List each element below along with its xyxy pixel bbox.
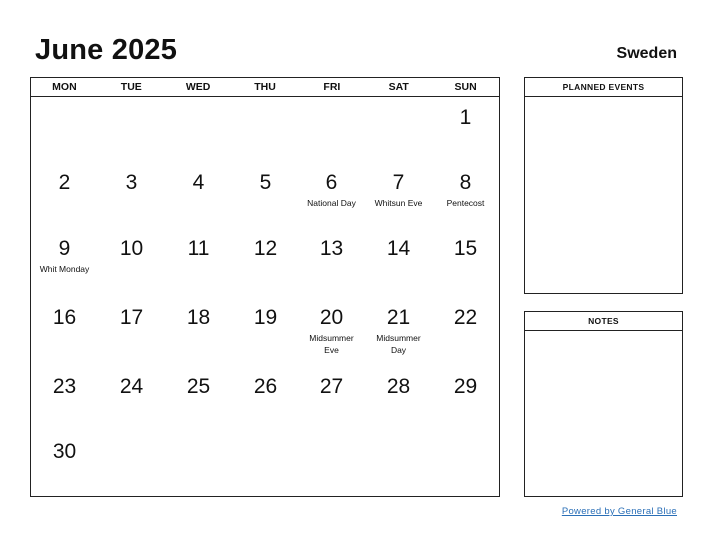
notes-title: NOTES — [525, 312, 682, 331]
day-cell — [232, 306, 299, 330]
weekday-mon: MON — [52, 81, 77, 93]
planned-events-title: PLANNED EVENTS — [525, 78, 682, 97]
weekday-tue: TUE — [120, 81, 142, 93]
day-cell — [98, 306, 165, 330]
day-number: 23 — [52, 375, 77, 398]
day-number: 19 — [253, 306, 278, 329]
day-cell — [298, 171, 365, 209]
day-number: 4 — [192, 171, 205, 194]
day-cell — [98, 375, 165, 399]
day-number: 24 — [119, 375, 144, 398]
day-cell — [432, 375, 499, 399]
day-cell — [232, 171, 299, 195]
day-number: 6 — [325, 171, 338, 194]
weekday-fri: FRI — [323, 81, 341, 93]
weekday-wed: WED — [185, 81, 211, 93]
planned-events-panel — [524, 77, 683, 294]
day-number: 14 — [386, 237, 411, 260]
day-number: 20 — [319, 306, 344, 329]
day-cell — [365, 237, 432, 261]
calendar-title: June 2025 — [35, 34, 178, 66]
day-cell — [232, 237, 299, 261]
day-cell — [432, 171, 499, 209]
day-cell — [298, 306, 365, 356]
day-cell — [31, 440, 98, 464]
day-number: 18 — [186, 306, 211, 329]
holiday-label-line: Midsummer — [309, 333, 354, 343]
weekday-thu: THU — [254, 81, 276, 93]
notes-panel — [524, 311, 683, 497]
holiday-label-line: Day — [390, 345, 407, 355]
day-number: 28 — [386, 375, 411, 398]
day-cell — [165, 375, 232, 399]
day-cell — [31, 375, 98, 399]
day-number: 29 — [453, 375, 478, 398]
day-number: 16 — [52, 306, 77, 329]
day-cell — [298, 375, 365, 399]
day-cell — [31, 171, 98, 195]
day-number: 30 — [52, 440, 77, 463]
holiday-label: Whit Monday — [39, 264, 90, 274]
holiday-label-line: Eve — [324, 345, 339, 355]
day-cell — [365, 306, 432, 356]
day-number: 27 — [319, 375, 344, 398]
day-number: 17 — [119, 306, 144, 329]
day-number: 11 — [187, 237, 210, 260]
day-cell — [98, 237, 165, 261]
day-number: 21 — [386, 306, 411, 329]
day-number: 26 — [253, 375, 278, 398]
powered-by-link[interactable]: Powered by General Blue — [561, 506, 677, 517]
day-number: 9 — [58, 237, 71, 260]
day-cell — [31, 306, 98, 330]
weekday-sat: SAT — [388, 81, 409, 93]
day-cell — [432, 306, 499, 330]
day-cell — [365, 375, 432, 399]
day-number: 25 — [186, 375, 211, 398]
holiday-label — [298, 332, 365, 356]
holiday-label: National Day — [307, 198, 356, 208]
day-number: 8 — [459, 171, 472, 194]
holiday-label-line: Midsummer — [376, 333, 421, 343]
day-cell — [165, 171, 232, 195]
day-cell — [165, 306, 232, 330]
day-number: 22 — [453, 306, 478, 329]
country-label: Sweden — [616, 45, 677, 62]
calendar-grid — [30, 77, 500, 497]
weekday-sun: SUN — [454, 81, 477, 93]
day-number: 10 — [119, 237, 144, 260]
day-number: 5 — [259, 171, 272, 194]
day-cell — [232, 375, 299, 399]
holiday-label: Pentecost — [446, 198, 485, 208]
day-cell — [365, 171, 432, 209]
day-number: 1 — [459, 106, 472, 129]
day-cell — [98, 171, 165, 195]
day-number: 15 — [453, 237, 478, 260]
day-cell — [165, 237, 232, 261]
day-number: 13 — [319, 237, 344, 260]
day-cell — [432, 106, 499, 130]
holiday-label — [365, 332, 432, 356]
day-number: 12 — [253, 237, 278, 260]
day-number: 3 — [125, 171, 138, 194]
day-cell — [298, 237, 365, 261]
day-number: 7 — [392, 171, 405, 194]
day-cell — [432, 237, 499, 261]
day-cell — [31, 237, 98, 275]
day-number: 2 — [58, 171, 71, 194]
weekday-header — [31, 78, 499, 97]
holiday-label: Whitsun Eve — [374, 198, 423, 208]
